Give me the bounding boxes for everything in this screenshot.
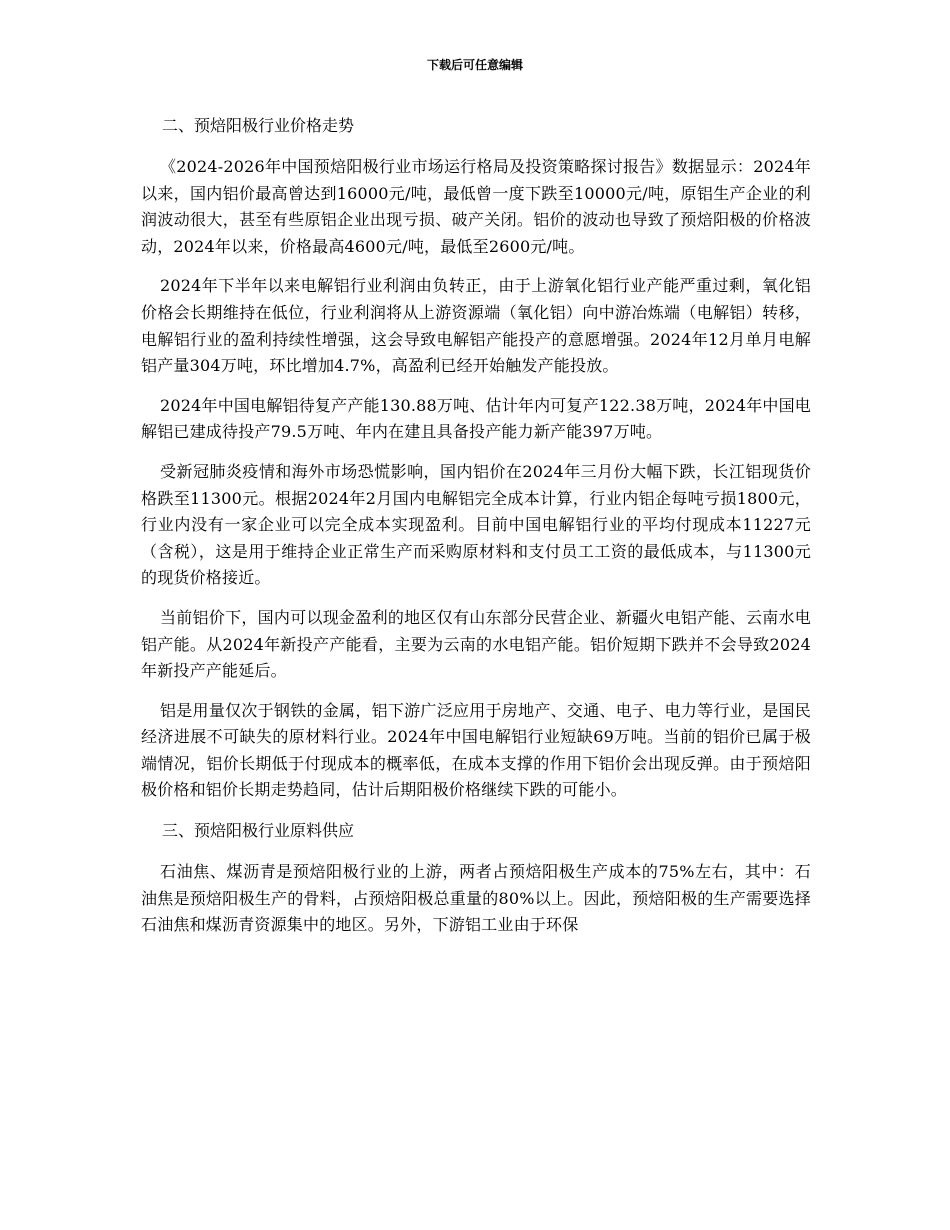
document-body — [141, 112, 811, 952]
paragraph: 2024年中国电解铝待复产产能130.88万吨、估计年内可复产122.38万吨，2024年中国电解铝已建成待投产79.5万吨、年内在建且具备投产能力新产能397万吨。 — [141, 395, 812, 442]
paragraph: 《2024-2026年中国预焙阳极行业市场运行格局及投资策略探讨报告》数据显示：2024年以来，国内铝价最高曾达到16000元/吨，最低曾一度下跌至10000元/吨，原铝生产企业的利润波动很大，甚至有些原铝企业出现亏损、破产关闭。铝价的波动也导致了预焙阳极的价格波动，2024年以来，价格最高4600元/吨，最低至2600元/吨。 — [141, 157, 811, 256]
section-heading-raw-material: 三、预焙阳极行业原料供应 — [162, 821, 355, 841]
paragraph: 受新冠肺炎疫情和海外市场恐慌影响，国内铝价在2024年三月份大幅下跌，长江铝现货价格跌至11300元。根据2024年2月国内电解铝完全成本计算，行业内铝企每吨亏损1800元，行业内没有一家企业可以完全成本实现盈利。目前中国电解铝行业的平均付现成本11227元（含税），这是用于维持企业正常生产而采购原材料和支付员工工资的最低成本，与11300元的现货价格接近。 — [141, 461, 811, 588]
paragraph: 石油焦、煤沥青是预焙阳极行业的上游，两者占预焙阳极生产成本的75%左右，其中：石油焦是预焙阳极生产的骨料，占预焙阳极总重量的80%以上。因此，预焙阳极的生产需要选择石油焦和煤沥青资源集中的地区。另外，下游铝工业由于环保 — [141, 862, 811, 935]
paragraph: 2024年下半年以来电解铝行业利润由负转正，由于上游氧化铝行业产能严重过剩，氧化铝价格会长期维持在低位，行业利润将从上游资源端（氧化铝）向中游冶炼端（电解铝）转移，电解铝行业的盈利持续性增强，这会导致电解铝产能投产的意愿增强。2024年12月单月电解铝产量304万吨，环比增加4.7%，高盈利已经开始触发产能投放。 — [141, 276, 811, 376]
paragraph: 当前铝价下，国内可以现金盈利的地区仅有山东部分民营企业、新疆火电铝产能、云南水电铝产能。从2024年新投产产能看，主要为云南的水电铝产能。铝价短期下跌并不会导致2024年新投产产能延后。 — [141, 607, 811, 681]
section-heading-price-trend: 二、预焙阳极行业价格走势 — [162, 116, 355, 135]
page-header-note: 下载后可任意编辑 — [426, 58, 523, 72]
paragraph: 铝是用量仅次于钢铁的金属，铝下游广泛应用于房地产、交通、电子、电力等行业，是国民经济进展不可缺失的原材料行业。2024年中国电解铝行业短缺69万吨。当前的铝价已属于极端情况，铝价长期低于付现成本的概率低，在成本支撑的作用下铝价会出现反弹。由于预焙阳极价格和铝价长期走势趋同，估计后期阳极价格继续下跌的可能小。 — [141, 700, 811, 800]
